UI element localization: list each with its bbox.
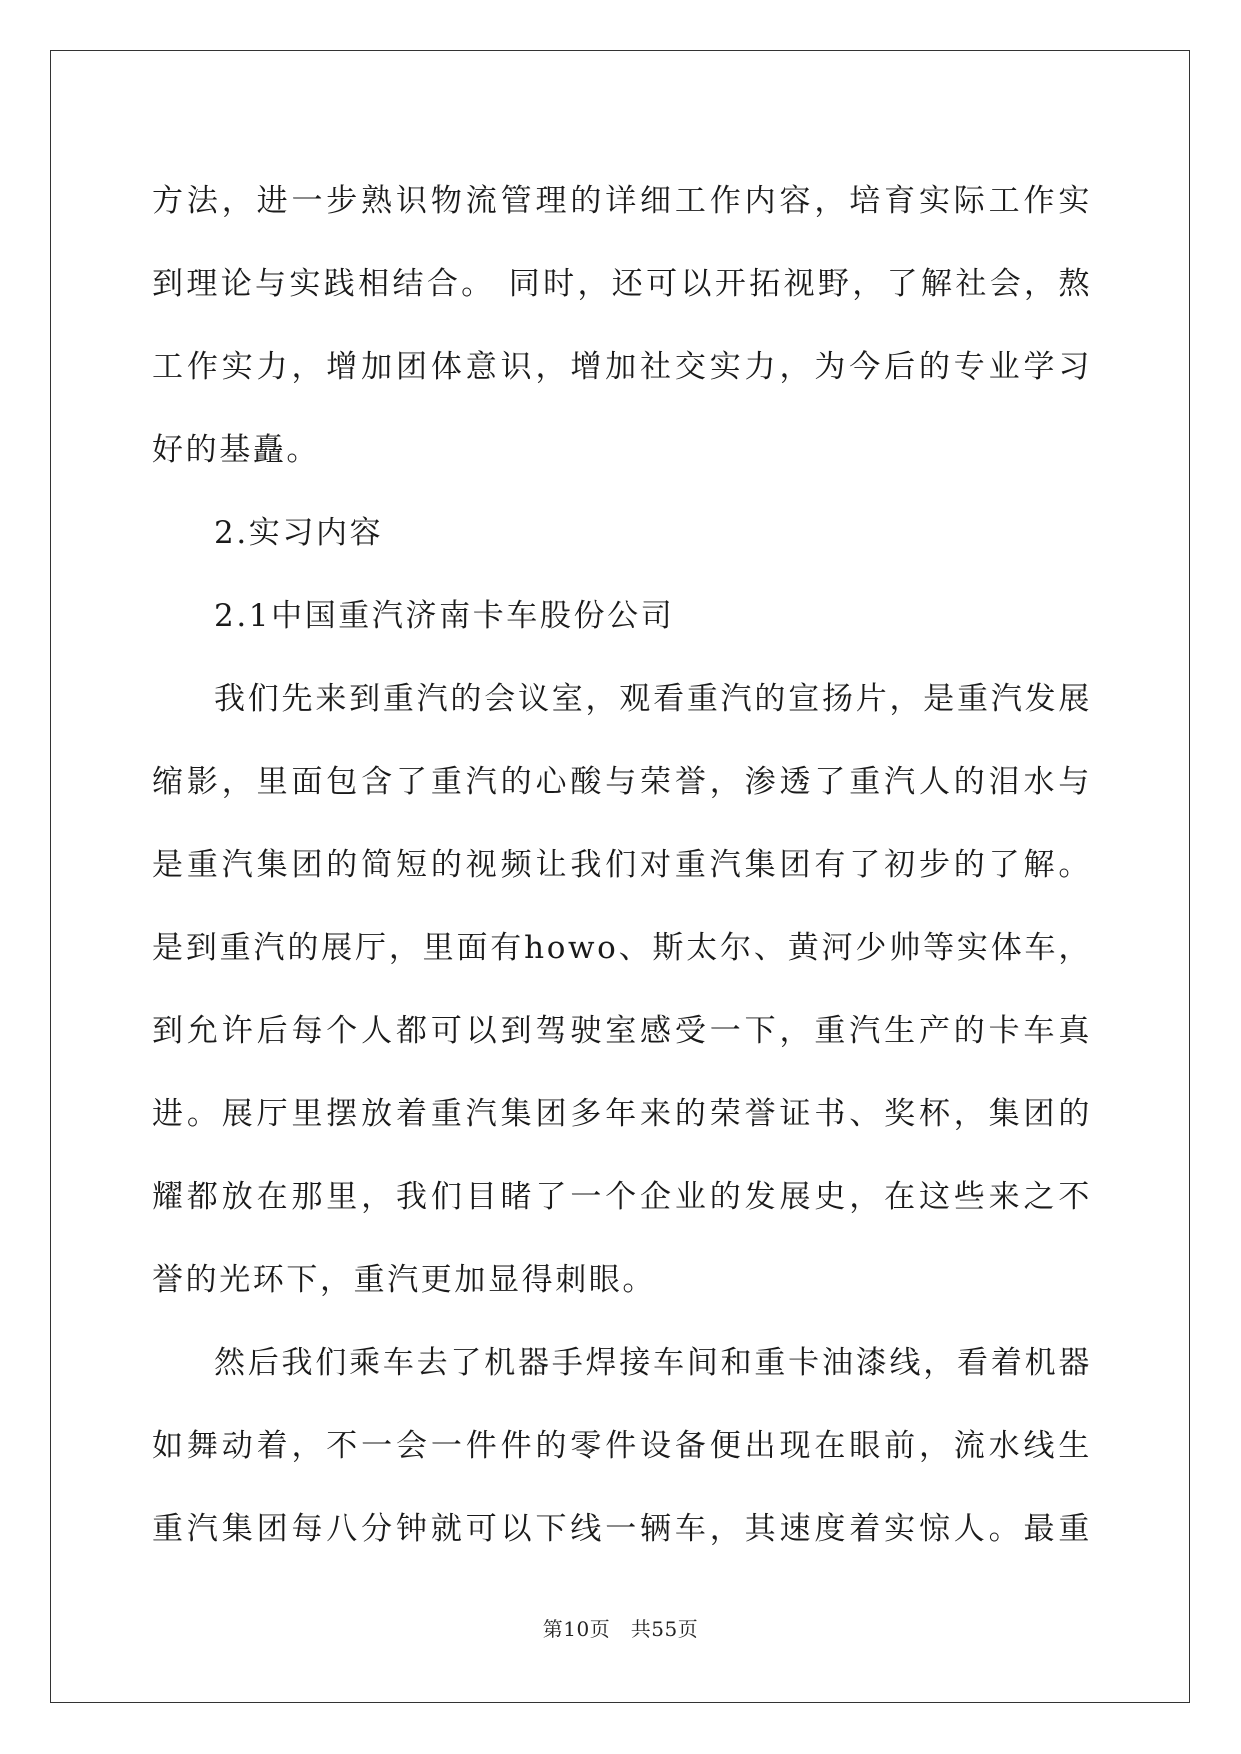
subsection-heading: 2.1中国重汽济南卡车股份公司 [214, 598, 675, 634]
body-line: 如舞动着，不一会一件件的零件设备便出现在眼前，流水线生 [152, 1428, 1092, 1464]
body-line: 方法，进一步熟识物流管理的详细工作内容，培育实际工作实 [152, 183, 1092, 219]
body-line: 是重汽集团的简短的视频让我们对重汽集团有了初步的了解。 [152, 847, 1092, 883]
section-heading: 2.实习内容 [214, 515, 384, 551]
body-line: 缩影，里面包含了重汽的心酸与荣誉，渗透了重汽人的泪水与 [152, 764, 1092, 800]
body-line: 重汽集团每八分钟就可以下线一辆车，其速度着实惊人。最重 [152, 1511, 1092, 1547]
body-line: 然后我们乘车去了机器手焊接车间和重卡油漆线，看着机器 [214, 1345, 1092, 1381]
body-line: 好的基矗。 [152, 432, 320, 468]
body-line: 到理论与实践相结合。 同时，还可以开拓视野，了解社会，熬 [152, 266, 1092, 302]
body-line: 誉的光环下，重汽更加显得刺眼。 [152, 1262, 656, 1298]
body-line: 我们先来到重汽的会议室，观看重汽的宣扬片，是重汽发展 [214, 681, 1092, 717]
body-line: 是到重汽的展厅，里面有howo、斯太尔、黄河少帅等实体车， [152, 930, 1092, 966]
body-line: 耀都放在那里，我们目睹了一个企业的发展史，在这些来之不 [152, 1179, 1092, 1215]
document-body [152, 160, 1092, 1571]
body-line: 进。展厅里摆放着重汽集团多年来的荣誉证书、奖杯，集团的 [152, 1096, 1092, 1132]
body-line: 工作实力，增加团体意识，增加社交实力，为今后的专业学习 [152, 349, 1092, 385]
body-line: 到允许后每个人都可以到驾驶室感受一下，重汽生产的卡车真 [152, 1013, 1092, 1049]
page-number-footer: 第10页 共55页 [542, 1617, 699, 1641]
